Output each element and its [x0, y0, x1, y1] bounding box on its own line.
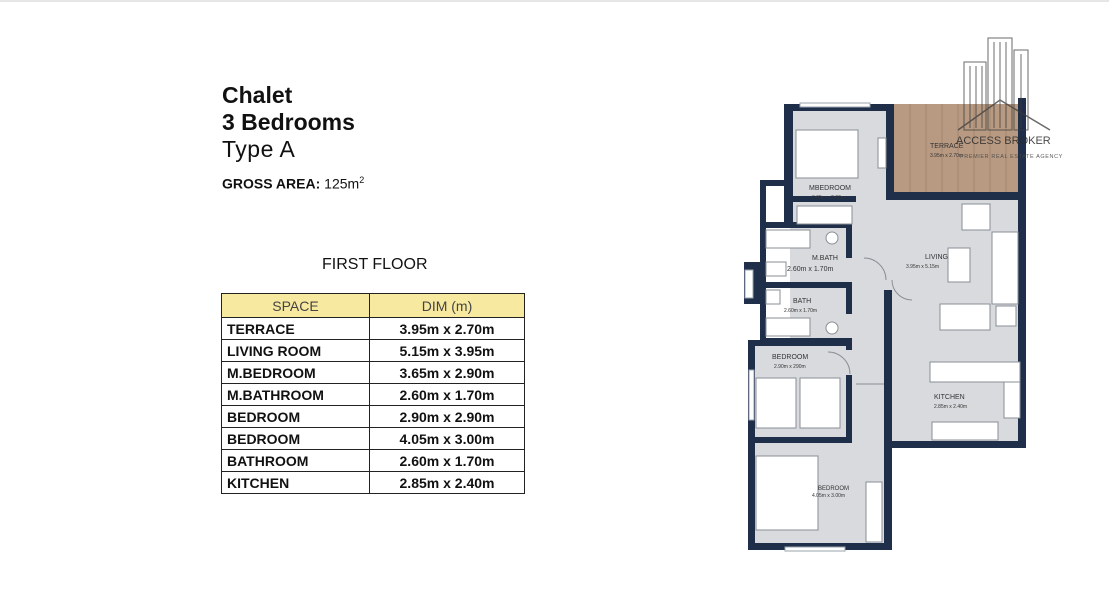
table-row: [222, 472, 525, 494]
mbedroom-dim: 3.65m x 2.90m: [812, 195, 846, 201]
dim-cell: 4.05m x 3.00m: [370, 428, 525, 450]
unit-type: Type A: [222, 136, 296, 162]
space-cell: M.BATHROOM: [222, 384, 370, 406]
mbath-dim: 2.60m x 1.70m: [787, 266, 834, 273]
table-row: [222, 318, 525, 340]
living-dim: 3.95m x 5.15m: [906, 264, 940, 270]
bedroom1-label: BEDROOM: [772, 354, 809, 361]
table-header-row: [222, 294, 525, 318]
gross-area-unit: 2: [359, 175, 365, 185]
dim-cell: 2.85m x 2.40m: [370, 472, 525, 494]
space-cell: TERRACE: [222, 318, 370, 340]
kitchen-label: KITCHEN: [934, 394, 965, 401]
watermark-brand: ACCESS BROKER: [956, 135, 1051, 147]
bedroom1-dim: 2.90m x 290m: [774, 364, 806, 370]
table-row: [222, 384, 525, 406]
floor-plan: [740, 30, 1090, 570]
gross-area: [222, 175, 364, 192]
bedroom2-dim: 4.05m x 3.00m: [812, 493, 846, 499]
mbath-label: M.BATH: [812, 255, 838, 262]
living-label: LIVING: [925, 254, 948, 261]
spaces-table: [221, 293, 525, 494]
mbedroom-label: MBEDROOM: [809, 185, 851, 192]
unit-name: Chalet: [222, 82, 293, 108]
table-row: [222, 340, 525, 362]
terrace-dim: 3.95m x 2.70m: [930, 153, 964, 159]
table-row: [222, 362, 525, 384]
space-cell: KITCHEN: [222, 472, 370, 494]
bedroom-count: 3 Bedrooms: [222, 109, 355, 135]
space-cell: M.BEDROOM: [222, 362, 370, 384]
gross-area-label: GROSS AREA:: [222, 175, 321, 192]
space-cell: LIVING ROOM: [222, 340, 370, 362]
dim-cell: 2.90m x 2.90m: [370, 406, 525, 428]
space-cell: BEDROOM: [222, 428, 370, 450]
space-cell: BEDROOM: [222, 406, 370, 428]
bath-label: BATH: [793, 298, 812, 305]
floor-title: FIRST FLOOR: [322, 256, 428, 273]
bath-dim: 2.60m x 1.70m: [784, 308, 818, 314]
dim-column-header: DIM (m): [370, 294, 525, 318]
bedroom2-label: BEDROOM: [818, 486, 850, 492]
watermark-tagline: PREMIER REAL ESTATE AGENCY: [960, 154, 1063, 160]
dim-cell: 2.60m x 1.70m: [370, 450, 525, 472]
table-row: [222, 450, 525, 472]
table-row: [222, 406, 525, 428]
dim-cell: 3.95m x 2.70m: [370, 318, 525, 340]
table-row: [222, 428, 525, 450]
top-border-line: [0, 0, 1109, 2]
kitchen-dim: 2.85m x 2.40m: [934, 404, 968, 410]
space-cell: BATHROOM: [222, 450, 370, 472]
dim-cell: 2.60m x 1.70m: [370, 384, 525, 406]
dim-cell: 5.15m x 3.95m: [370, 340, 525, 362]
dim-cell: 3.65m x 2.90m: [370, 362, 525, 384]
terrace-label: TERRACE: [930, 143, 964, 150]
space-column-header: SPACE: [222, 294, 370, 318]
gross-area-value: 125m: [324, 175, 360, 192]
